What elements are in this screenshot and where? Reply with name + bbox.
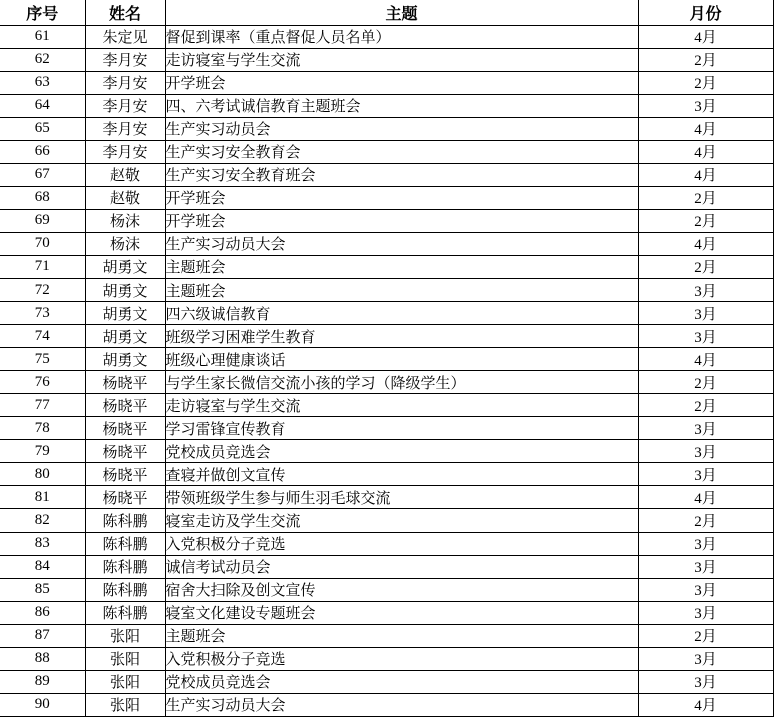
name-cell: 陈科鹏 — [85, 509, 165, 532]
month-cell: 4月 — [638, 163, 773, 186]
topic-cell: 寝室文化建设专题班会 — [165, 601, 638, 624]
table-row — [0, 624, 773, 647]
name-cell: 张阳 — [85, 624, 165, 647]
name-cell: 赵敬 — [85, 186, 165, 209]
index-cell: 90 — [0, 693, 85, 716]
topic-cell: 与学生家长微信交流小孩的学习（降级学生） — [165, 371, 638, 394]
table-row — [0, 140, 773, 163]
topic-cell: 主题班会 — [165, 255, 638, 278]
name-cell: 李月安 — [85, 71, 165, 94]
topic-cell: 查寝并做创文宣传 — [165, 463, 638, 486]
month-cell: 4月 — [638, 140, 773, 163]
table-row — [0, 117, 773, 140]
topic-cell: 生产实习动员大会 — [165, 693, 638, 716]
table-row — [0, 279, 773, 302]
name-cell: 杨晓平 — [85, 486, 165, 509]
name-cell: 张阳 — [85, 693, 165, 716]
table-row — [0, 509, 773, 532]
table-row — [0, 186, 773, 209]
index-cell: 80 — [0, 463, 85, 486]
topic-cell: 主题班会 — [165, 624, 638, 647]
table-row — [0, 417, 773, 440]
table-row — [0, 25, 773, 48]
topic-cell: 走访寝室与学生交流 — [165, 394, 638, 417]
topic-cell: 入党积极分子竞选 — [165, 532, 638, 555]
name-cell: 胡勇文 — [85, 255, 165, 278]
table-row — [0, 647, 773, 670]
month-cell: 4月 — [638, 25, 773, 48]
month-cell: 3月 — [638, 647, 773, 670]
table-row — [0, 71, 773, 94]
topic-cell: 开学班会 — [165, 71, 638, 94]
name-cell: 陈科鹏 — [85, 578, 165, 601]
name-cell: 张阳 — [85, 647, 165, 670]
month-cell: 2月 — [638, 509, 773, 532]
table-row — [0, 255, 773, 278]
month-cell: 4月 — [638, 693, 773, 716]
index-cell: 87 — [0, 624, 85, 647]
month-cell: 3月 — [638, 417, 773, 440]
month-cell: 2月 — [638, 255, 773, 278]
topic-cell: 班级心理健康谈话 — [165, 348, 638, 371]
header-index: 序号 — [0, 0, 85, 25]
table-row — [0, 440, 773, 463]
name-cell: 杨晓平 — [85, 371, 165, 394]
name-cell: 李月安 — [85, 48, 165, 71]
header-month: 月份 — [638, 0, 773, 25]
topic-cell: 开学班会 — [165, 186, 638, 209]
month-cell: 3月 — [638, 578, 773, 601]
index-cell: 86 — [0, 601, 85, 624]
name-cell: 李月安 — [85, 94, 165, 117]
table-row — [0, 693, 773, 716]
month-cell: 3月 — [638, 463, 773, 486]
month-cell: 2月 — [638, 209, 773, 232]
index-cell: 89 — [0, 670, 85, 693]
topic-cell: 四、六考试诚信教育主题班会 — [165, 94, 638, 117]
topic-cell: 入党积极分子竞选 — [165, 647, 638, 670]
index-cell: 81 — [0, 486, 85, 509]
topic-cell: 四六级诚信教育 — [165, 302, 638, 325]
topic-cell: 党校成员竞选会 — [165, 440, 638, 463]
index-cell: 68 — [0, 186, 85, 209]
index-cell: 61 — [0, 25, 85, 48]
name-cell: 胡勇文 — [85, 279, 165, 302]
month-cell: 4月 — [638, 486, 773, 509]
month-cell: 2月 — [638, 186, 773, 209]
name-cell: 朱定见 — [85, 25, 165, 48]
table-row — [0, 555, 773, 578]
index-cell: 67 — [0, 163, 85, 186]
index-cell: 78 — [0, 417, 85, 440]
month-cell: 2月 — [638, 394, 773, 417]
name-cell: 胡勇文 — [85, 302, 165, 325]
table-row — [0, 325, 773, 348]
month-cell: 3月 — [638, 94, 773, 117]
topic-cell: 开学班会 — [165, 209, 638, 232]
month-cell: 3月 — [638, 279, 773, 302]
index-cell: 85 — [0, 578, 85, 601]
topic-cell: 走访寝室与学生交流 — [165, 48, 638, 71]
table-row — [0, 486, 773, 509]
month-cell: 2月 — [638, 371, 773, 394]
month-cell: 3月 — [638, 440, 773, 463]
index-cell: 77 — [0, 394, 85, 417]
month-cell: 3月 — [638, 325, 773, 348]
name-cell: 李月安 — [85, 140, 165, 163]
topic-cell: 生产实习安全教育会 — [165, 140, 638, 163]
name-cell: 赵敬 — [85, 163, 165, 186]
month-cell: 4月 — [638, 117, 773, 140]
index-cell: 79 — [0, 440, 85, 463]
topic-cell: 寝室走访及学生交流 — [165, 509, 638, 532]
index-cell: 63 — [0, 71, 85, 94]
month-cell: 3月 — [638, 555, 773, 578]
index-cell: 62 — [0, 48, 85, 71]
month-cell: 3月 — [638, 532, 773, 555]
month-cell: 4月 — [638, 348, 773, 371]
topic-cell: 督促到课率（重点督促人员名单） — [165, 25, 638, 48]
name-cell: 张阳 — [85, 670, 165, 693]
header-row — [0, 0, 773, 25]
table-row — [0, 94, 773, 117]
table-row — [0, 463, 773, 486]
table-row — [0, 371, 773, 394]
name-cell: 陈科鹏 — [85, 555, 165, 578]
month-cell: 3月 — [638, 670, 773, 693]
name-cell: 杨晓平 — [85, 417, 165, 440]
index-cell: 84 — [0, 555, 85, 578]
index-cell: 73 — [0, 302, 85, 325]
table-row — [0, 232, 773, 255]
index-cell: 66 — [0, 140, 85, 163]
index-cell: 70 — [0, 232, 85, 255]
index-cell: 82 — [0, 509, 85, 532]
table-body — [0, 25, 773, 717]
name-cell: 李月安 — [85, 117, 165, 140]
month-cell: 3月 — [638, 302, 773, 325]
header-name: 姓名 — [85, 0, 165, 25]
index-cell: 69 — [0, 209, 85, 232]
table-row — [0, 670, 773, 693]
table-row — [0, 348, 773, 371]
table-row — [0, 601, 773, 624]
topic-cell: 生产实习安全教育班会 — [165, 163, 638, 186]
table-row — [0, 394, 773, 417]
table-row — [0, 302, 773, 325]
topic-cell: 宿舍大扫除及创文宣传 — [165, 578, 638, 601]
header-topic: 主题 — [165, 0, 638, 25]
table-row — [0, 48, 773, 71]
topic-cell: 生产实习动员会 — [165, 117, 638, 140]
name-cell: 杨晓平 — [85, 463, 165, 486]
topic-cell: 党校成员竞选会 — [165, 670, 638, 693]
topic-cell: 生产实习动员大会 — [165, 232, 638, 255]
index-cell: 75 — [0, 348, 85, 371]
table-row — [0, 163, 773, 186]
index-cell: 72 — [0, 279, 85, 302]
topic-cell: 带领班级学生参与师生羽毛球交流 — [165, 486, 638, 509]
index-cell: 71 — [0, 255, 85, 278]
name-cell: 胡勇文 — [85, 325, 165, 348]
index-cell: 74 — [0, 325, 85, 348]
name-cell: 杨沫 — [85, 209, 165, 232]
name-cell: 杨晓平 — [85, 394, 165, 417]
index-cell: 65 — [0, 117, 85, 140]
table-header — [0, 0, 773, 25]
table-row — [0, 532, 773, 555]
name-cell: 胡勇文 — [85, 348, 165, 371]
index-cell: 83 — [0, 532, 85, 555]
topic-cell: 诚信考试动员会 — [165, 555, 638, 578]
month-cell: 2月 — [638, 48, 773, 71]
month-cell: 4月 — [638, 232, 773, 255]
index-cell: 76 — [0, 371, 85, 394]
index-cell: 64 — [0, 94, 85, 117]
month-cell: 2月 — [638, 624, 773, 647]
name-cell: 陈科鹏 — [85, 601, 165, 624]
topic-cell: 班级学习困难学生教育 — [165, 325, 638, 348]
name-cell: 陈科鹏 — [85, 532, 165, 555]
table-row — [0, 209, 773, 232]
name-cell: 杨沫 — [85, 232, 165, 255]
month-cell: 2月 — [638, 71, 773, 94]
topic-cell: 学习雷锋宣传教育 — [165, 417, 638, 440]
name-cell: 杨晓平 — [85, 440, 165, 463]
month-cell: 3月 — [638, 601, 773, 624]
topic-cell: 主题班会 — [165, 279, 638, 302]
table-row — [0, 578, 773, 601]
index-cell: 88 — [0, 647, 85, 670]
